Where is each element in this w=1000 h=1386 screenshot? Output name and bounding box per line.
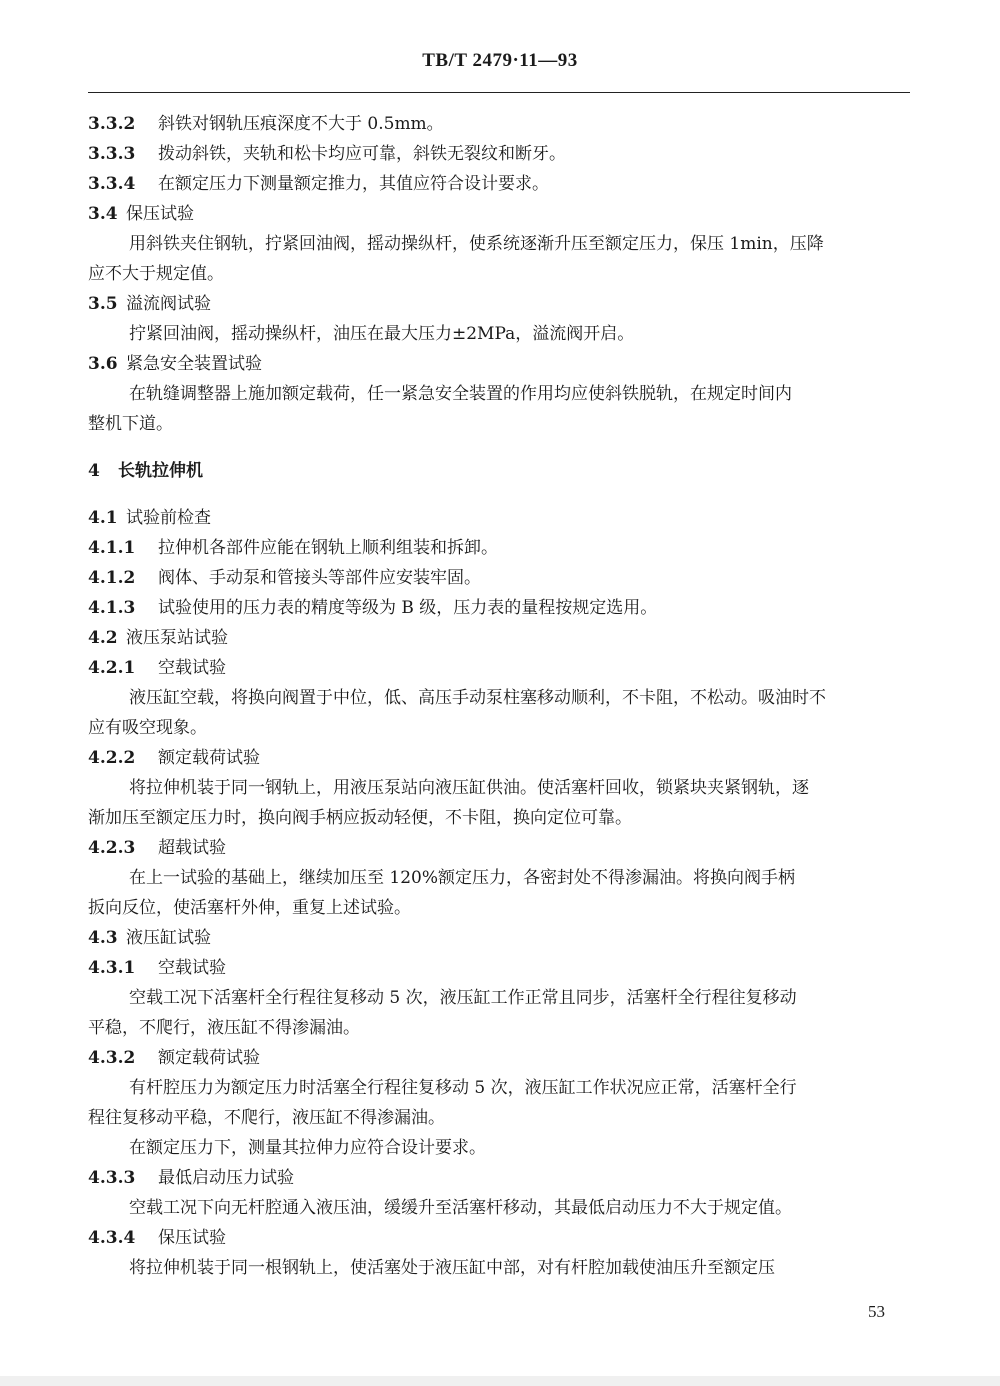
clause-4-3-1-heading: [88, 953, 910, 983]
section-number: 4.2: [88, 628, 118, 648]
clause-number: 4.3.1: [88, 958, 136, 978]
scan-edge: [0, 1376, 1000, 1386]
clause-4-1-3: [88, 593, 910, 623]
section-number: 3.4: [88, 204, 118, 224]
paragraph-line: 应不大于规定值。: [88, 264, 224, 284]
clause-number: 4.1.3: [88, 598, 136, 618]
paragraph-line: 将拉伸机装于同一根钢轨上，使活塞处于液压缸中部，对有杆腔加载使油压升至额定压: [129, 1258, 775, 1278]
clause-text: 斜铁对钢轨压痕深度不大于 0.5mm。: [158, 114, 444, 134]
clause-text: 拨动斜铁，夹轨和松卡均应可靠，斜铁无裂纹和断牙。: [158, 144, 566, 164]
section-3-5-heading: [88, 289, 910, 319]
paragraph-line: 扳向反位，使活塞杆外伸，重复上述试验。: [88, 898, 411, 918]
clause-title: 保压试验: [158, 1228, 226, 1248]
section-4-1-heading: [88, 503, 910, 533]
paragraph-line: 空载工况下向无杆腔通入液压油，缓缓升至活塞杆移动，其最低启动压力不大于规定值。: [129, 1198, 792, 1218]
clause-title: 空载试验: [158, 658, 226, 678]
header-rule: [88, 92, 910, 93]
clause-4-2-1-heading: [88, 653, 910, 683]
clause-title: 超载试验: [158, 838, 226, 858]
spacer: [88, 486, 910, 503]
clause-4-2-2-heading: [88, 743, 910, 773]
chapter-title: 长轨拉伸机: [118, 461, 203, 481]
section-title: 液压缸试验: [126, 928, 211, 948]
clause-number: 4.2.3: [88, 838, 136, 858]
section-number: 3.5: [88, 294, 118, 314]
page-number: 53: [868, 1302, 885, 1321]
clause-number: 3.3.3: [88, 144, 136, 164]
clause-text: 试验使用的压力表的精度等级为 B 级，压力表的量程按规定选用。: [158, 598, 658, 618]
clause-3-3-3: [88, 139, 910, 169]
clause-number: 4.1.1: [88, 538, 136, 558]
clause-number: 4.3.2: [88, 1048, 136, 1068]
section-3-4-heading: [88, 199, 910, 229]
section-number: 3.6: [88, 354, 118, 374]
clause-title: 最低启动压力试验: [158, 1168, 294, 1188]
section-4-3-heading: [88, 923, 910, 953]
clause-number: 3.3.4: [88, 174, 136, 194]
section-4-2-heading: [88, 623, 910, 653]
paragraph-line: 整机下道。: [88, 414, 173, 434]
clause-number: 4.1.2: [88, 568, 136, 588]
clause-number: 3.3.2: [88, 114, 136, 134]
paragraph-line: 在上一试验的基础上，继续加压至 120%额定压力，各密封处不得渗漏油。将换向阀手柄: [129, 868, 796, 888]
section-title: 溢流阀试验: [126, 294, 211, 314]
clause-4-3-3-heading: [88, 1163, 910, 1193]
clause-4-1-1: [88, 533, 910, 563]
clause-text: 阀体、手动泵和管接头等部件应安装牢固。: [158, 568, 481, 588]
paragraph-line: 平稳，不爬行，液压缸不得渗漏油。: [88, 1018, 360, 1038]
clause-4-2-3-heading: [88, 833, 910, 863]
chapter-number: 4: [88, 461, 100, 481]
paragraph-line: 在轨缝调整器上施加额定载荷，任一紧急安全装置的作用均应使斜铁脱轨，在规定时间内: [129, 384, 792, 404]
paragraph-line: 应有吸空现象。: [88, 718, 207, 738]
clause-4-1-2: [88, 563, 910, 593]
paragraph-line: 用斜铁夹住钢轨，拧紧回油阀，摇动操纵杆，使系统逐渐升压至额定压力，保压 1min，压降: [129, 234, 824, 254]
clause-3-3-4: [88, 169, 910, 199]
paragraph-line: 渐加压至额定压力时，换向阀手柄应扳动轻便，不卡阻，换向定位可靠。: [88, 808, 632, 828]
paragraph-line: 在额定压力下，测量其拉伸力应符合设计要求。: [129, 1138, 486, 1158]
clause-number: 4.3.4: [88, 1228, 136, 1248]
section-title: 液压泵站试验: [126, 628, 228, 648]
clause-number: 4.2.1: [88, 658, 136, 678]
section-number: 4.3: [88, 928, 118, 948]
section-title: 紧急安全装置试验: [126, 354, 262, 374]
spacer: [88, 439, 910, 456]
chapter-4-heading: [88, 456, 910, 486]
clause-4-3-4-heading: [88, 1223, 910, 1253]
clause-title: 额定载荷试验: [158, 1048, 260, 1068]
clause-text: 在额定压力下测量额定推力，其值应符合设计要求。: [158, 174, 549, 194]
standard-number-header: TB/T 2479·11—93: [422, 50, 578, 71]
clause-text: 拉伸机各部件应能在钢轨上顺利组装和拆卸。: [158, 538, 498, 558]
paragraph-line: 程往复移动平稳，不爬行，液压缸不得渗漏油。: [88, 1108, 445, 1128]
paragraph-line: 空载工况下活塞杆全行程往复移动 5 次，液压缸工作正常且同步，活塞杆全行程往复移动: [129, 988, 797, 1008]
section-title: 保压试验: [126, 204, 194, 224]
section-title: 试验前检查: [126, 508, 211, 528]
paragraph-line: 液压缸空载，将换向阀置于中位，低、高压手动泵柱塞移动顺利，不卡阻，不松动。吸油时不: [129, 688, 826, 708]
paragraph-line: 将拉伸机装于同一钢轨上，用液压泵站向液压缸供油。使活塞杆回收，锁紧块夹紧钢轨，逐: [129, 778, 809, 798]
clause-number: 4.3.3: [88, 1168, 136, 1188]
paragraph-line: 拧紧回油阀，摇动操纵杆，油压在最大压力±2MPa，溢流阀开启。: [129, 324, 635, 344]
clause-4-3-2-heading: [88, 1043, 910, 1073]
document-body: [88, 109, 910, 1283]
paragraph-line: 有杆腔压力为额定压力时活塞全行程往复移动 5 次，液压缸工作状况应正常，活塞杆全行: [129, 1078, 797, 1098]
clause-3-3-2: [88, 109, 910, 139]
clause-title: 空载试验: [158, 958, 226, 978]
clause-number: 4.2.2: [88, 748, 136, 768]
clause-title: 额定载荷试验: [158, 748, 260, 768]
section-number: 4.1: [88, 508, 118, 528]
section-3-6-heading: [88, 349, 910, 379]
